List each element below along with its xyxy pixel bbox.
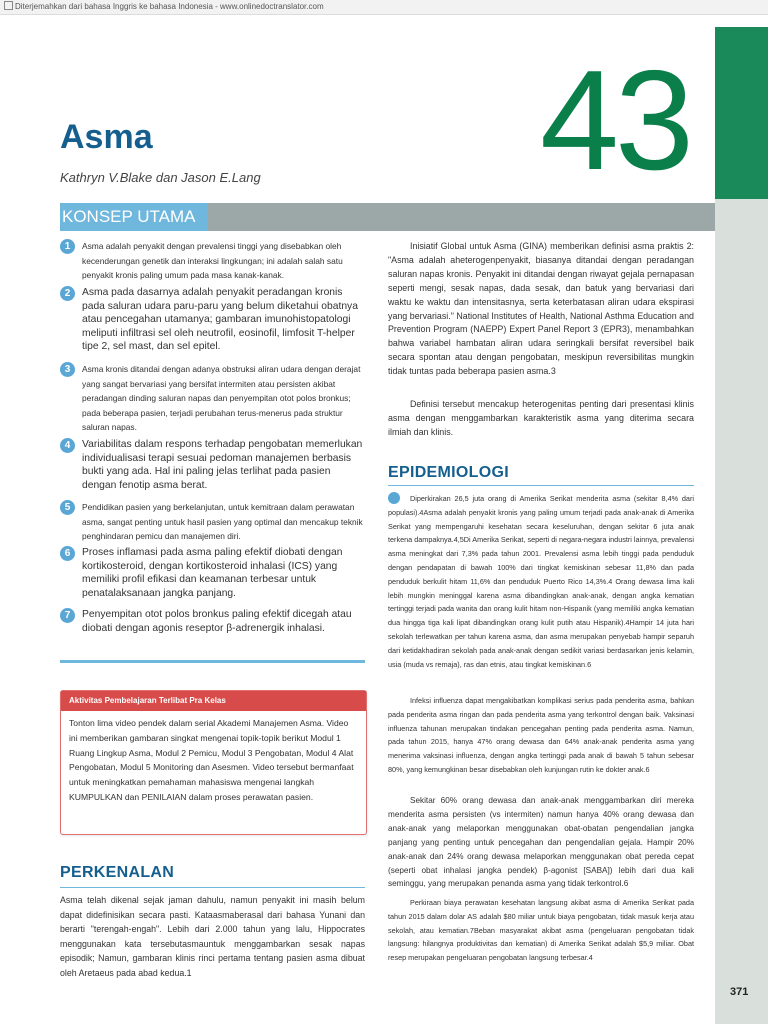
definition-paragraph: Definisi tersebut mencakup heterogenitas penting dari presentasi klinis asma dengan menggambarkan karakteristik asma yang diterima secara ilmiah dan klinis.: [388, 399, 694, 437]
key-concept-number: 3: [60, 362, 75, 377]
key-concept-text: Variabilitas dalam respons terhadap pengobatan memerlukan individualisasi terapi sesuai pedoman manajemen berbasis bukti yang ada. Hal ini paling jelas terlihat pada pasien dengan fenotip asma berat.: [82, 439, 363, 491]
learning-activity-text: Tonton lima video pendek dalam serial Akademi Manajemen Asma. Video ini memberikan gambaran singkat mengenai topik-topik berikut Modul 1 Ruang Lingkup Asma, Modul 2 Pemicu, Modul 3 Pengobatan, Modul 4 Alat Pengobatan, Modul 5 Monitoring dan Asesmen. Video tersebut bermanfaat untuk meningkatkan pemahaman mahasiswa mengenai langkah KUMPULKAN dan PENILAIAN dalam proses perawatan pasien.: [69, 718, 354, 802]
chapter-title: Asma: [60, 118, 153, 156]
key-concept-number: 1: [60, 239, 75, 254]
key-concept-number: 4: [60, 438, 75, 453]
key-concepts-heading: KONSEP UTAMA: [62, 207, 196, 226]
page-number: 371: [730, 986, 749, 998]
key-concept-text: Penyempitan otot polos bronkus paling efektif dicegah atau diobati dengan agonis reseptor β-adrenergik inhalasi.: [82, 609, 352, 634]
epidemiology-paragraph: Diperkirakan 26,5 juta orang di Amerika Serikat menderita asma (sekitar 8,4% dari populasi).4Asma adalah penyakit kronis yang paling umum terjadi pada anak-anak di Amerika Serikat yang mempengaruhi kesehatan secara keseluruhan, dengan sekitar 6 juta anak terkena dampaknya.4,5Di Amerika Serikat, seperti di negara-negara industri lainnya, prevalensi asma meningkat dari 7,3% pada tahun 2001. Prevalensi asma lebih tinggi pada penduduk dengan pendapatan di bawah 100% dari tingkat kemiskinan sebesar 11,8% dan pada penduduk berkulit hitam 11,6% dan penduduk Puerto Rico 14,3%.4 Orang dewasa lima kali lebih mungkin meninggal karena asma dibandingkan anak-anak, dengan angka kematian tertinggi terjadi pada wanita dan orang kulit hitam non-Hispanik (yang memiliki angka kematian dua hingga tiga kali lipat dibandingkan orang kulit putih atau Hispanik).4Hampir 14 juta hari sekolah terlewatkan per tahun karena asma, dan asma merupakan penyebab hampir separuh dari ketidakhadiran sekolah pada anak-anak dengan sedikit variasi berdasarkan jenis kelamin, usia (muda vs remaja), ras dan etnis, atau tingkat kemiskinan.6: [388, 494, 694, 669]
chapter-authors: Kathryn V.Blake dan Jason E.Lang: [60, 170, 261, 185]
key-concept-number: 2: [60, 286, 75, 301]
translator-notice[interactable]: [4, 1, 324, 11]
translator-logo-icon: [4, 1, 13, 10]
section-divider: [60, 660, 365, 663]
key-concept-item: [60, 608, 365, 635]
translator-notice-text: Diterjemahkan dari bahasa Inggris ke bahasa Indonesia - www.onlinedoctranslator.com: [15, 2, 324, 11]
key-concept-text: Asma pada dasarnya adalah penyakit peradangan kronis pada saluran udara paru-paru yang belum diketahui obatnya atau pencegahan utamanya; gambaran imunohistopatologi meliputi infiltrasi sel oleh neutrofil, eosinofil, limfosit T-helper tipe 2, sel mast, dan sel epitel.: [82, 287, 358, 353]
epidemiology-heading: EPIDEMIOLOGI: [388, 464, 509, 481]
introduction-heading: PERKENALAN: [60, 864, 175, 881]
key-concept-number: 5: [60, 500, 75, 515]
key-concept-text: Proses inflamasi pada asma paling efektif diobati dengan kortikosteroid, dengan kortikosteroid inhalasi (ICS) yang memiliki profil efikasi dan keamanan terbesar untuk penatalaksanaan jangka panjang.: [82, 547, 343, 599]
chapter-tab-green: [715, 27, 768, 199]
learning-activity-box: [60, 690, 367, 835]
key-concept-item: [60, 362, 365, 435]
key-concept-number: 6: [60, 546, 75, 561]
epidemiology-paragraph: Sekitar 60% orang dewasa dan anak-anak menggambarkan diri mereka menderita asma persisten (vs intermiten) namun hanya 40% orang dewasa dan anak-anak yang melaporkan menggunakan obat-obatan pengendalian jangka panjang yang penting untuk pencegahan dan pengendalian gejala. Hampir 20% anak-anak dan 24% orang dewasa melaporkan menggunakan obat pereda cepat (seperti obat inhalasi jangka pendek) β-agonist [SABA]) lebih dari dua kali seminggu, yang merupakan penanda asma yang tidak terkontrol.6: [388, 796, 694, 889]
introduction-paragraph: Asma telah dikenal sejak jaman dahulu, namun penyakit ini masih belum dapat didefinisikan secara pasti. Kataasmaberasal dari bahasa Yunani dan berarti "terengah-engah". Lebih dari 2.000 tahun yang lalu, Hippocrates menggunakan kata tersebutasmauntuk menggambarkan sesak napas episodik; Namun, gambaran klinis rinci pertama tentang pasien asma dibuat oleh Aretaeus pada abad kedua.1: [60, 895, 365, 978]
introduction-rule: [60, 887, 365, 888]
key-concept-item: [60, 546, 365, 600]
chapter-number: 43: [540, 41, 690, 200]
key-concept-text: Asma adalah penyakit dengan prevalensi tinggi yang disebabkan oleh kecenderungan genetik dan interaksi lingkungan; ini adalah salah satu penyakit kronis paling umum pada masa kanak-kanak.: [82, 241, 343, 281]
epidemiology-rule: [388, 485, 694, 486]
translator-banner: [0, 0, 768, 15]
epidemiology-paragraph: Infeksi influenza dapat mengakibatkan komplikasi serius pada penderita asma, bahkan pada penderita asma ringan dan pada penderita asma yang terkontrol dengan baik. Vaksinasi influenza tahunan merupakan tindakan pencegahan penting pada penderita asma. Namun, pada tahun 2015, hanya 47% orang dewasa dan 64% anak-anak penderita asma yang menerima vaksinasi influenza, dengan angka tertinggi pada anak di bawah 5 tahun sebesar 80%, yang kemungkinan besar disebabkan oleh kunjungan rutin ke dokter anak.6: [388, 696, 694, 774]
key-concept-item: [60, 500, 365, 544]
key-concepts-header: [60, 203, 208, 231]
learning-activity-heading: Aktivitas Pembelajaran Terlibat Pra Kelas: [61, 691, 366, 711]
key-concept-item: [60, 286, 365, 354]
key-concept-text: Asma kronis ditandai dengan adanya obstruksi aliran udara dengan derajat yang sangat bervariasi yang bersifat intermiten atau persisten akibat peradangan dinding saluran napas dan penyempitan otot polos bronkus; pada beberapa pasien, terjadi perubahan terus-menerus pada struktur saluran napas.: [82, 364, 361, 433]
key-concept-text: Pendidikan pasien yang berkelanjutan, untuk kemitraan dalam perawatan asma, sangat penting untuk hasil pasien yang optimal dan mencakup teknik penghindaran pemicu dan manajemen diri.: [82, 502, 363, 542]
key-concepts-bar: [208, 203, 715, 231]
key-concept-item: [60, 438, 365, 492]
key-concept-item: [60, 239, 365, 283]
epidemiology-paragraph: Perkiraan biaya perawatan kesehatan langsung akibat asma di Amerika Serikat pada tahun 2015 dalam dolar AS adalah $80 miliar untuk biaya pengobatan, tidak masuk kerja atau sekolah, atau kematian.7Beban masyarakat akibat asma (pengeluaran pengobatan tidak langsung: hilangnya produktivitas dan kematian) di Amerika Serikat adalah $5,9 miliar. Obat resep merupakan pengeluaran pengobatan langsung terbesar.4: [388, 898, 694, 963]
definition-paragraph: Inisiatif Global untuk Asma (GINA) memberikan definisi asma praktis 2: "Asma adalah aheterogenpenyakit, biasanya ditandai dengan peradangan saluran napas kronis. Penyakit ini ditandai dengan riwayat gejala pernapasan seperti mengi, sesak napas, dada sesak, dan batuk yang bervariasi dari waktu ke waktu dan intensitasnya, serta keterbatasan aliran udara ekspirasi yang bervariasi." National Institutes of Health, National Asthma Education and Prevention Program (NAEPP) Expert Panel Report 3 (EPR3), menambahkan bahwa variabel hambatan aliran udara seringkali bersifat reversibel baik secara spontan atau dengan pengobatan, meskipun reversibilitas mungkin tidak tuntas pada beberapa pasien asma.3: [388, 241, 694, 377]
chapter-tab-gray: [715, 199, 768, 1024]
key-concept-number: 7: [60, 608, 75, 623]
